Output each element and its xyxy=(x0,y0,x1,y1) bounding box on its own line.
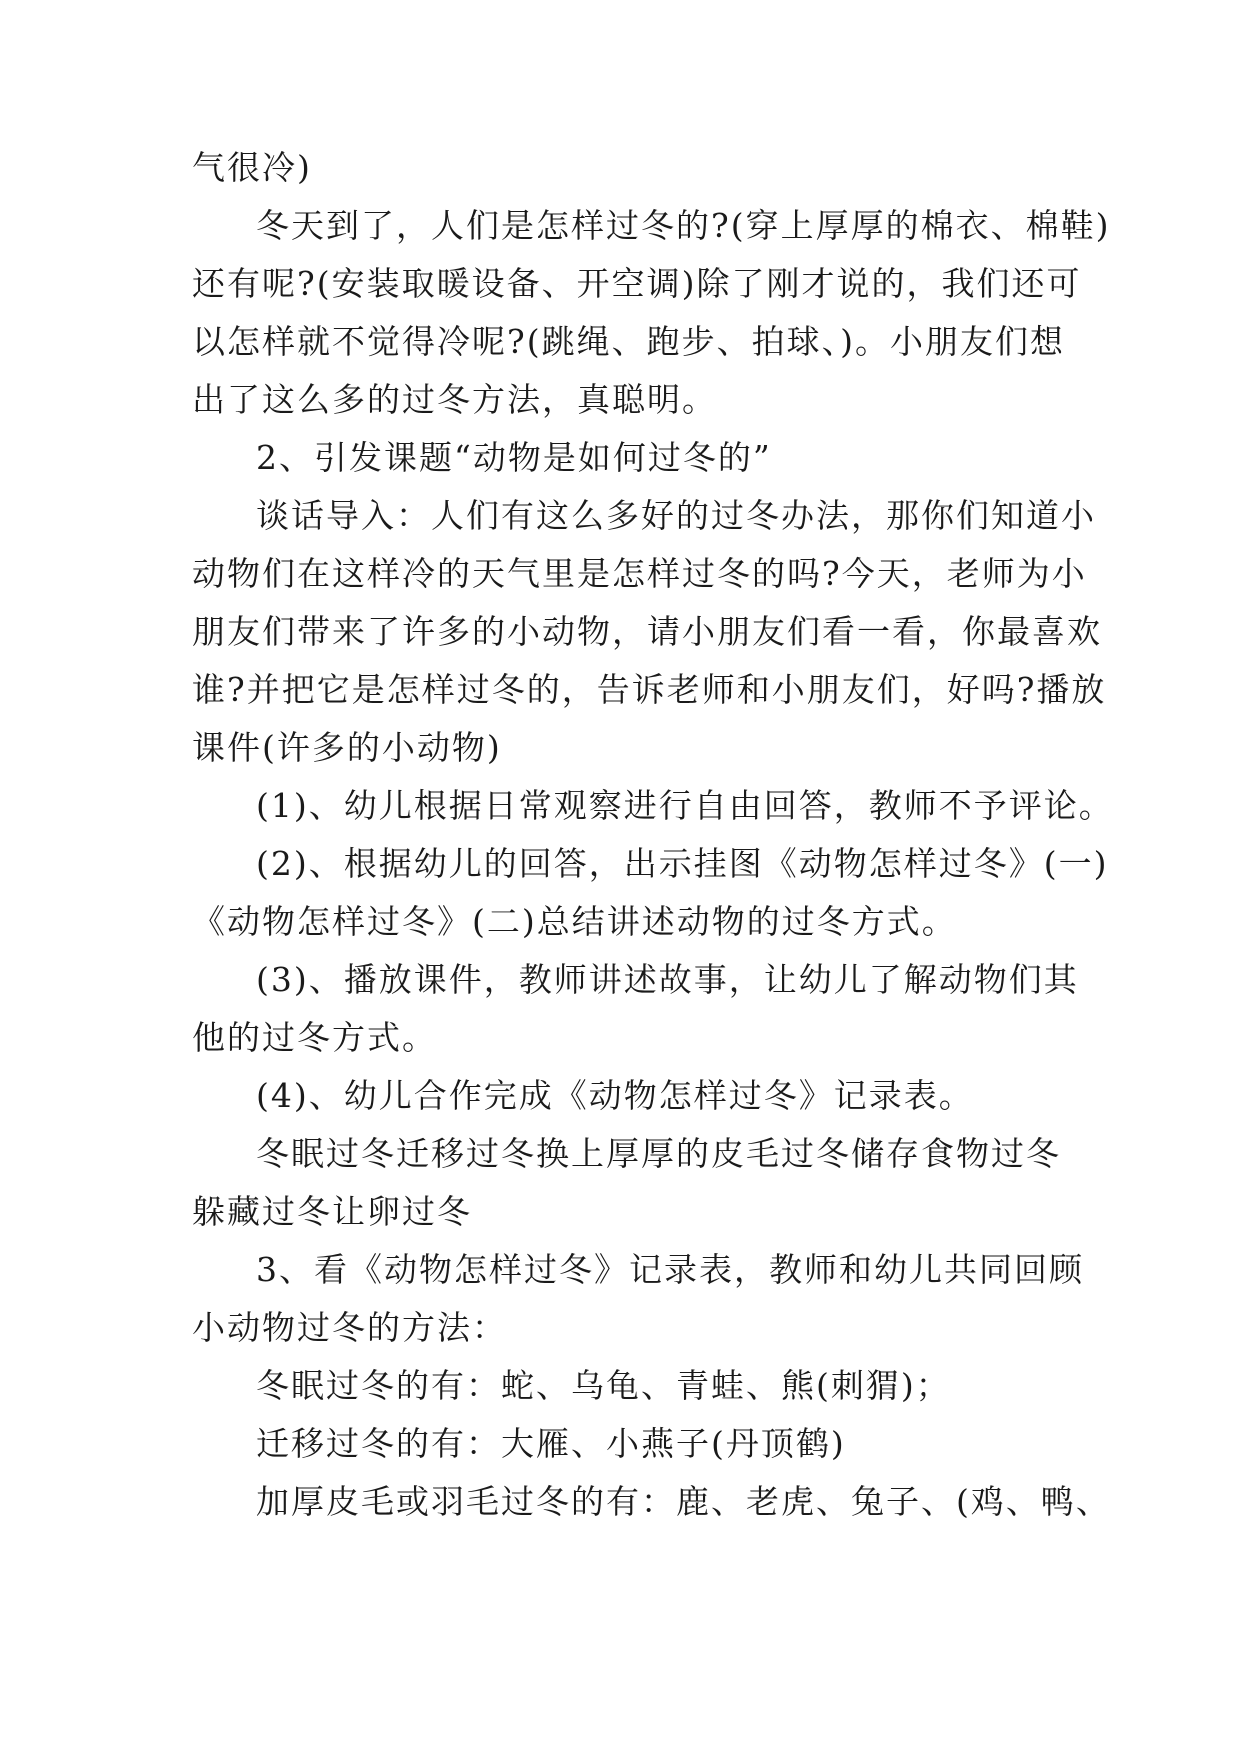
text-line: 出了这么多的过冬方法，真聪明。 xyxy=(192,380,717,419)
text-line: 冬眠过冬的有：蛇、乌龟、青蛙、熊(刺猬)； xyxy=(256,1366,951,1405)
text-line: (3)、播放课件，教师讲述故事，让幼儿了解动物们其 xyxy=(256,960,1079,999)
text-line: 谁?并把它是怎样过冬的，告诉老师和小朋友们，好吗?播放 xyxy=(192,670,1107,709)
text-line: 冬天到了，人们是怎样过冬的?(穿上厚厚的棉衣、棉鞋) xyxy=(256,206,1111,245)
text-line: (1)、幼儿根据日常观察进行自由回答，教师不予评论。 xyxy=(256,786,1114,825)
text-line: (4)、幼儿合作完成《动物怎样过冬》记录表。 xyxy=(256,1076,974,1115)
text-line: 谈话导入：人们有这么多好的过冬办法，那你们知道小 xyxy=(256,496,1096,535)
section-heading: 2、引发课题“动物是如何过冬的” xyxy=(256,438,772,477)
text-line: 冬眠过冬迁移过冬换上厚厚的皮毛过冬储存食物过冬 xyxy=(256,1134,1061,1173)
text-line: (2)、根据幼儿的回答，出示挂图《动物怎样过冬》(一) xyxy=(256,844,1109,883)
text-line: 还有呢?(安装取暖设备、开空调)除了刚才说的，我们还可 xyxy=(192,264,1082,303)
text-line: 以怎样就不觉得冷呢?(跳绳、跑步、拍球、)。小朋友们想 xyxy=(192,322,1065,361)
text-line: 《动物怎样过冬》(二)总结讲述动物的过冬方式。 xyxy=(192,902,957,941)
text-line: 迁移过冬的有：大雁、小燕子(丹顶鹤) xyxy=(256,1424,846,1463)
text-line: 加厚皮毛或羽毛过冬的有：鹿、老虎、兔子、(鸡、鸭、 xyxy=(256,1482,1111,1521)
text-line: 躲藏过冬让卵过冬 xyxy=(192,1192,472,1231)
text-line: 课件(许多的小动物) xyxy=(192,728,502,767)
text-line: 动物们在这样冷的天气里是怎样过冬的吗?今天，老师为小 xyxy=(192,554,1087,593)
text-line: 朋友们带来了许多的小动物，请小朋友们看一看，你最喜欢 xyxy=(192,612,1102,651)
section-heading: 3、看《动物怎样过冬》记录表，教师和幼儿共同回顾 xyxy=(256,1250,1084,1289)
text-line: 气很冷) xyxy=(192,148,312,187)
text-line: 小动物过冬的方法： xyxy=(192,1308,507,1347)
text-line: 他的过冬方式。 xyxy=(192,1018,437,1057)
